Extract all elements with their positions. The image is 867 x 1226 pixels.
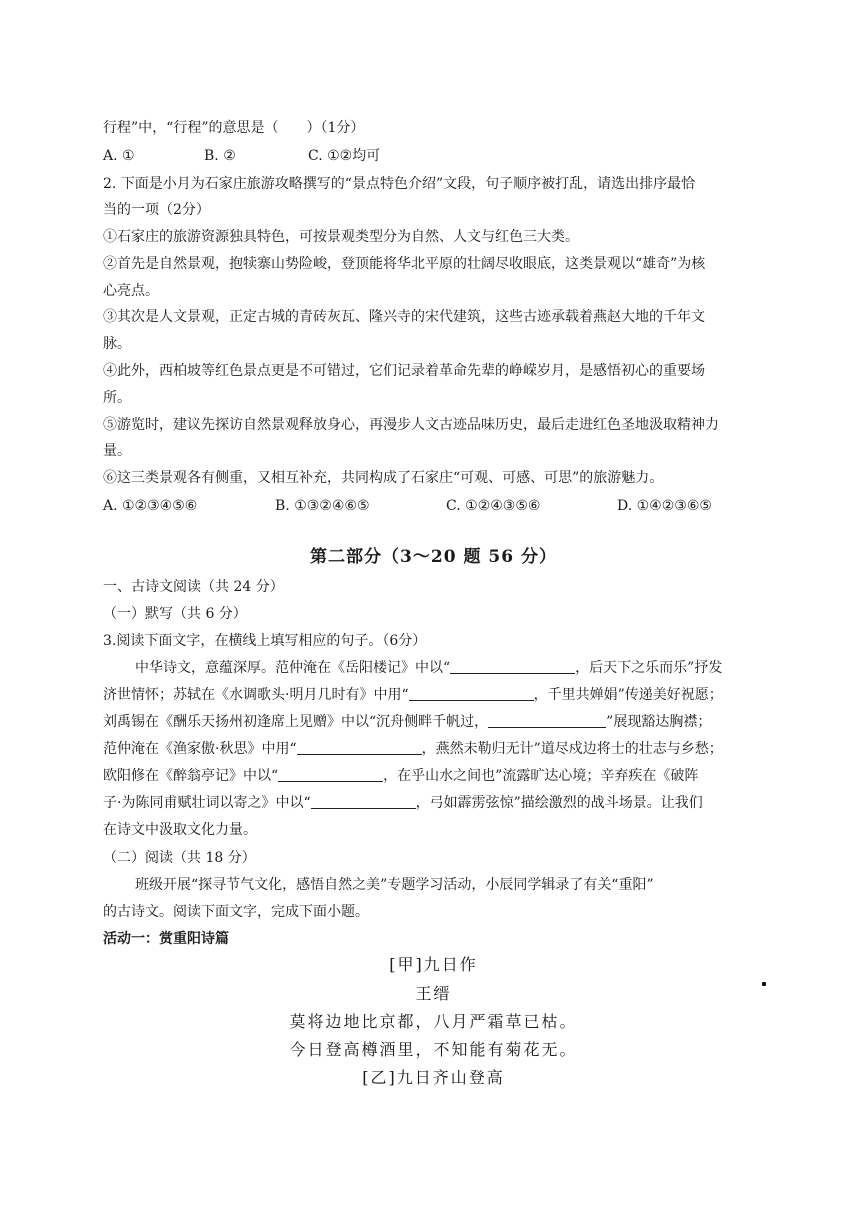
answer-blank-5[interactable]: [278, 767, 383, 782]
q2-sentence-5a: ⑤游览时，建议先探访自然景观释放身心，再漫步人文古迹品味历史，最后走进红色圣地汲取精神力: [103, 417, 719, 433]
q1-option-a: A. ①: [103, 148, 135, 164]
answer-blank-1[interactable]: [450, 659, 575, 674]
q2-sentence-2b: 心亮点。: [103, 283, 159, 299]
q3-line-3-pre: 刘禹锡在《酬乐天扬州初逢席上见赠》中以“沉舟侧畔千帆过，: [103, 714, 489, 730]
q2-option-a: A. ①②③④⑤⑥: [103, 498, 198, 514]
q2-sentence-2a: ②首先是自然景观，抱犊寨山势险峻，登顶能将华北平原的壮阔尽收眼底，这类景观以“雄奇”为核: [103, 256, 706, 272]
q3-stem: 3.阅读下面文字，在横线上填写相应的句子。（6分）: [103, 633, 427, 649]
q2-option-b: B. ①③②④⑥⑤: [275, 498, 370, 514]
answer-blank-2[interactable]: [409, 686, 534, 701]
q3-line-4-post: ，燕然未勒归无计”道尽戍边将士的壮志与乡愁；: [421, 741, 723, 757]
q3-line-1: [135, 658, 722, 678]
poem-b-title: [乙]九日齐山登高: [362, 1068, 505, 1087]
poem-a-title: [甲]九日作: [389, 955, 478, 974]
q3-line-3: [103, 712, 711, 732]
q1-stem-tail: 行程”中，“行程”的意思是（ ）（1分）: [103, 120, 365, 136]
subsection-reading: （二）阅读（共 18 分）: [103, 850, 256, 866]
activity-one-title: 活动一：赏重阳诗篇: [103, 931, 229, 947]
q2-stem-line2: 当的一项（2分）: [103, 202, 210, 218]
section-classical-reading: 一、古诗文阅读（共 24 分）: [103, 579, 284, 595]
part2-title: 第二部分（3～20 题 56 分）: [310, 547, 557, 567]
q2-sentence-4a: ④此外，西柏坡等红色景点更是不可错过，它们记录着革命先辈的峥嵘岁月，是感悟初心的重要场: [103, 363, 705, 379]
q3-line-2-pre: 济世情怀；苏轼在《水调歌头·明月几时有》中用“: [103, 687, 409, 703]
activity-intro-line2: 的古诗文。阅读下面文字，完成下面小题。: [103, 904, 369, 920]
q3-line-5-post: ，在乎山水之间也”流露旷达心境；辛弃疾在《破阵: [383, 768, 699, 784]
answer-blank-3[interactable]: [488, 713, 606, 728]
answer-blank-6[interactable]: [311, 794, 416, 809]
q2-option-d: D. ①④②③⑥⑤: [617, 498, 712, 514]
q2-sentence-3b: 脉。: [103, 336, 131, 352]
q2-sentence-4b: 所。: [103, 390, 131, 406]
q3-line-7: 在诗文中汲取文化力量。: [103, 822, 257, 838]
activity-intro-line1: 班级开展“探寻节气文化，感悟自然之美”专题学习活动，小辰同学辑录了有关“重阳”: [135, 877, 654, 893]
q3-line-4-pre: 范仲淹在《渔家傲·秋思》中用“: [103, 741, 297, 757]
subsection-dictation: （一）默写（共 6 分）: [103, 606, 247, 622]
q3-line-2: [103, 685, 723, 705]
q3-line-5: [103, 766, 698, 786]
poem-a-author: 王缙: [415, 984, 452, 1003]
q3-line-2-post: ，千里共婵娟”传递美好祝愿；: [533, 687, 723, 703]
q3-line-4: [103, 739, 723, 759]
q3-line-1-post: ，后天下之乐而乐”抒发: [575, 660, 723, 676]
q1-option-c: C. ①②均可: [308, 148, 381, 164]
q2-stem-line1: 2. 下面是小月为石家庄旅游攻略撰写的“景点特色介绍”文段，句子顺序被打乱，请选出排序最恰: [103, 176, 696, 192]
q2-option-c: C. ①②④③⑤⑥: [446, 498, 541, 514]
q3-line-6-post: ，弓如霹雳弦惊”描绘激烈的战斗场景。让我们: [415, 795, 703, 811]
answer-blank-4[interactable]: [297, 740, 422, 755]
q2-sentence-1: ①石家庄的旅游资源独具特色，可按景观类型分为自然、人文与红色三大类。: [103, 229, 579, 245]
q3-line-1-pre: 中华诗文，意蕴深厚。范仲淹在《岳阳楼记》中以“: [135, 660, 451, 676]
scan-speck: [762, 982, 766, 986]
q2-sentence-3a: ③其次是人文景观，正定古城的青砖灰瓦、隆兴寺的宋代建筑，这些古迹承载着燕赵大地的千年文: [103, 309, 705, 325]
poem-a-line1: 莫将边地比京都，八月严霜草已枯。: [289, 1012, 578, 1031]
q2-sentence-6: ⑥这三类景观各有侧重，又相互补充，共同构成了石家庄“可观、可感、可思”的旅游魅力。: [103, 470, 664, 486]
q3-line-5-pre: 欧阳修在《醉翁亭记》中以“: [103, 768, 279, 784]
q3-line-6-pre: 子·为陈同甫赋壮词以寄之》中以“: [103, 795, 311, 811]
q1-option-b: B. ②: [204, 148, 236, 164]
q3-line-3-post: ”展现豁达胸襟；: [606, 714, 712, 730]
q3-line-6: [103, 793, 703, 813]
q2-sentence-5b: 量。: [103, 443, 131, 459]
poem-a-line2: 今日登高樽酒里，不知能有菊花无。: [289, 1040, 578, 1059]
